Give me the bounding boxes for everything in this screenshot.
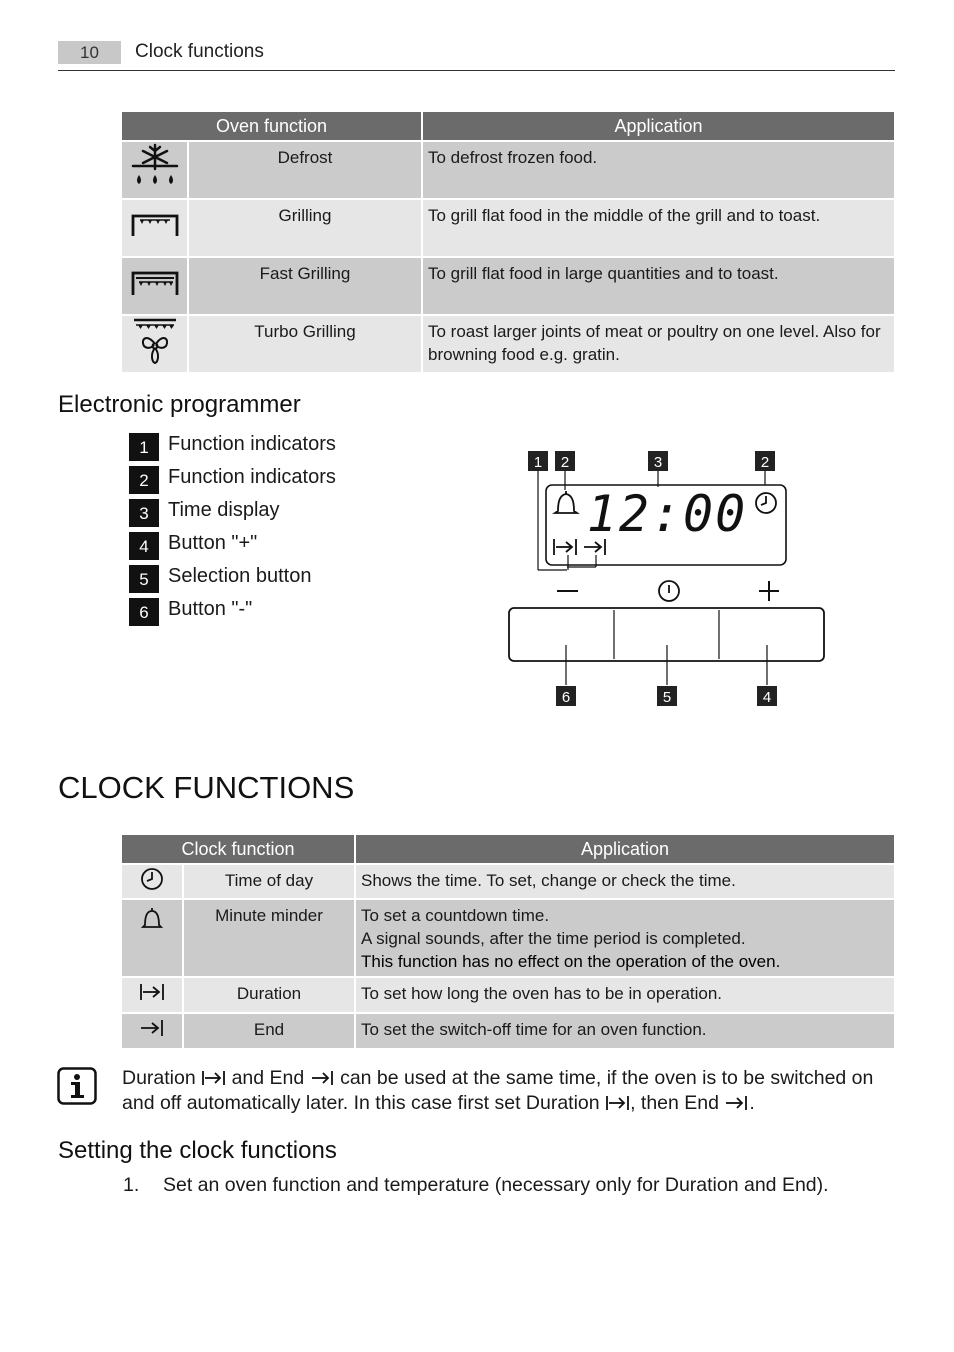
application-line: Shows the time. To set, change or check the time. <box>361 871 736 890</box>
table-row <box>122 978 894 1012</box>
application-line: This function has no effect on the operation of the oven. <box>361 952 781 971</box>
table-row <box>122 200 894 256</box>
table-row <box>122 142 894 198</box>
end-icon <box>724 1094 749 1112</box>
function-name: Minute minder <box>184 900 354 976</box>
clock-function-table <box>120 833 896 1050</box>
function-application <box>356 900 894 976</box>
callout-number: 3 <box>653 454 663 471</box>
function-application <box>356 865 894 898</box>
callout-number: 2 <box>560 454 570 471</box>
duration-icon <box>201 1069 226 1087</box>
setting-heading: Setting the clock functions <box>58 1137 337 1164</box>
col-header-application: Application <box>423 112 894 140</box>
legend-label: Button "-" <box>168 598 253 620</box>
note-text: . <box>749 1092 755 1114</box>
function-application: To grill flat food in large quantities and to toast. <box>423 258 894 314</box>
plus-icon <box>759 581 779 601</box>
table-row <box>122 900 894 976</box>
legend-number: 2 <box>129 466 159 494</box>
bell-icon <box>139 906 165 932</box>
duration-icon <box>138 982 166 1002</box>
col-header-oven-function: Oven function <box>122 112 421 140</box>
programmer-diagram <box>500 445 840 715</box>
time-display: 12:00 <box>586 485 748 543</box>
programmer-heading: Electronic programmer <box>58 391 301 418</box>
legend-label: Time display <box>168 499 280 521</box>
duration-icon <box>605 1094 630 1112</box>
legend-label: Button "+" <box>168 532 258 554</box>
function-name: Fast Grilling <box>189 258 421 314</box>
end-icon <box>138 1018 166 1038</box>
application-line: To set how long the oven has to be in operation. <box>361 984 723 1003</box>
callout-number: 4 <box>762 689 772 706</box>
callout-number: 1 <box>533 454 543 471</box>
page-number: 10 <box>58 41 121 64</box>
legend-number: 6 <box>129 598 159 626</box>
note-text: , then End <box>630 1092 719 1114</box>
selection-button[interactable] <box>616 611 717 658</box>
application-line: To set a countdown time. <box>361 906 550 925</box>
table-row <box>122 865 894 898</box>
callout-number: 5 <box>662 689 672 706</box>
legend-number: 3 <box>129 499 159 527</box>
duration-icon <box>554 539 576 555</box>
section-title: Clock functions <box>135 41 264 62</box>
function-name: Grilling <box>189 200 421 256</box>
defrost-icon <box>129 142 181 192</box>
header-rule <box>58 70 895 71</box>
function-name: Defrost <box>189 142 421 198</box>
legend-number: 1 <box>129 433 159 461</box>
clock-icon <box>756 493 776 513</box>
minus-button[interactable] <box>512 611 612 658</box>
step-text: Set an oven function and temperature (necessary only for Duration and End). <box>163 1174 829 1196</box>
legend-label: Selection button <box>168 565 312 587</box>
note-text: Duration <box>122 1067 196 1089</box>
legend-number: 4 <box>129 532 159 560</box>
legend-label: Function indicators <box>168 466 336 488</box>
clock-icon <box>659 581 679 601</box>
step-number: 1. <box>123 1174 140 1196</box>
function-application <box>356 978 894 1012</box>
col-header-application: Application <box>356 835 894 863</box>
info-note <box>122 1066 897 1116</box>
function-application: To defrost frozen food. <box>423 142 894 198</box>
fast-grilling-icon <box>130 268 180 298</box>
clock-icon <box>139 866 165 892</box>
function-application: To grill flat food in the middle of the grill and to toast. <box>423 200 894 256</box>
function-name: Time of day <box>184 865 354 898</box>
end-icon <box>310 1069 335 1087</box>
turbo-grilling-icon <box>130 316 180 366</box>
legend-number: 5 <box>129 565 159 593</box>
info-icon <box>57 1067 97 1105</box>
note-text: and End <box>231 1067 305 1089</box>
legend-label: Function indicators <box>168 433 336 455</box>
grilling-icon <box>130 210 180 240</box>
callout-number: 6 <box>561 689 571 706</box>
function-application: To roast larger joints of meat or poultry on one level. Also for browning food e.g. gratin. <box>423 316 894 372</box>
function-application <box>356 1014 894 1048</box>
col-header-clock-function: Clock function <box>122 835 354 863</box>
function-name: Turbo Grilling <box>189 316 421 372</box>
function-name: End <box>184 1014 354 1048</box>
application-line: To set the switch-off time for an oven function. <box>361 1020 707 1039</box>
note-text: can be used at the same time, if the oven is to be switched on and off automatically later. In this case first set Duration <box>122 1067 874 1114</box>
bell-icon <box>555 491 577 513</box>
oven-function-table <box>120 110 896 374</box>
table-row <box>122 316 894 372</box>
callout-number: 2 <box>760 454 770 471</box>
clock-functions-heading: CLOCK FUNCTIONS <box>58 770 355 805</box>
table-row <box>122 1014 894 1048</box>
table-row <box>122 258 894 314</box>
application-line: A signal sounds, after the time period is completed. <box>361 929 746 948</box>
function-name: Duration <box>184 978 354 1012</box>
plus-button[interactable] <box>721 611 821 658</box>
